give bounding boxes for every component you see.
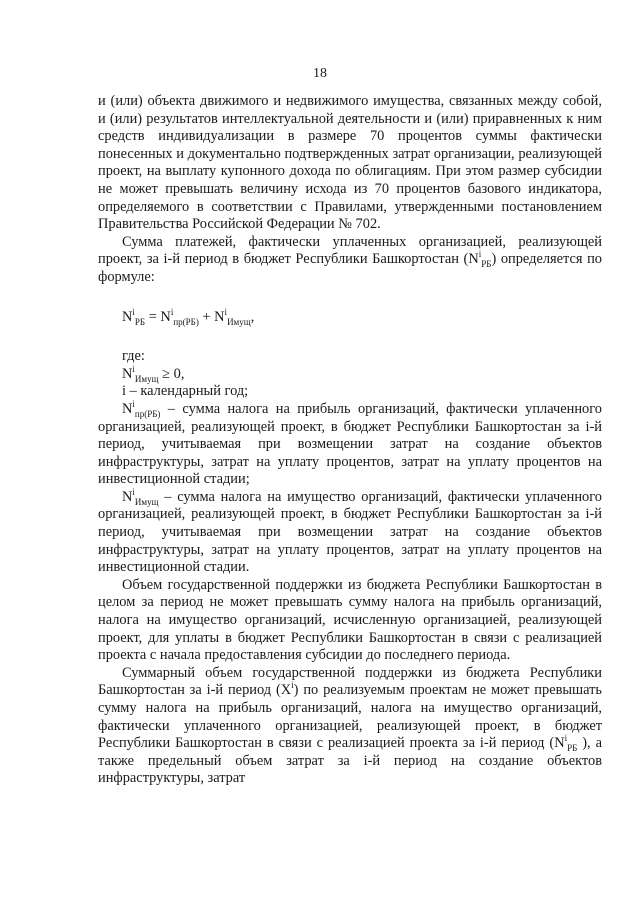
subscript: пр(РБ) bbox=[173, 316, 199, 327]
superscript: i bbox=[132, 399, 135, 410]
formula-symbol: N bbox=[122, 308, 133, 325]
i-definition: i – календарный год; bbox=[122, 383, 249, 400]
text: Сумма платежей, фактически уплаченных организацией, реализующей проект, за i-й период в бюджет Республики Башкортостан (N bbox=[98, 233, 602, 268]
formula-symbol: N bbox=[214, 308, 225, 325]
definition-text: – сумма налога на имущество организаций, фактически уплаченного организацией, реализующей проект, в бюджет Республики Башкортостан за i-й период, учитываемая при возмещении затрат на создание объектов инфраструктуры, затрат на уплату процентов, затрат на уплату процентов на инвестиционной стадии. bbox=[98, 488, 602, 576]
page-number: 18 bbox=[313, 66, 327, 81]
formula-operator: = bbox=[145, 308, 161, 325]
formula-symbol: N bbox=[122, 400, 133, 417]
superscript: i bbox=[224, 306, 228, 317]
condition-text: ≥ 0, bbox=[158, 365, 185, 382]
subscript: РБ bbox=[134, 316, 146, 327]
formula-symbol: N bbox=[122, 488, 133, 505]
superscript: i bbox=[478, 249, 482, 260]
formula-symbol: N bbox=[160, 308, 171, 325]
subscript: Имущ bbox=[134, 496, 159, 507]
text: Суммарный объем государственной поддержки из бюджета Республики Башкортостан за i-й период (X bbox=[98, 664, 602, 699]
definition-text: – сумма налога на прибыль организаций, фактически уплаченного организацией, реализующей проект, в бюджет Республики Башкортостан за i-й период, учитываемая при возмещении затрат на создание объектов инфраструктуры, затрат на уплату процентов, затрат на уплату процентов на инвестиционной стадии; bbox=[98, 400, 602, 488]
definition-property-tax bbox=[98, 489, 602, 577]
superscript: i bbox=[170, 306, 174, 317]
superscript: i bbox=[291, 680, 294, 691]
text: ) определяется по формуле: bbox=[98, 251, 602, 285]
superscript: i bbox=[564, 733, 568, 744]
superscript: i bbox=[132, 306, 135, 317]
formula-punctuation: , bbox=[250, 308, 255, 325]
where-label: где: bbox=[122, 348, 145, 365]
formula bbox=[122, 306, 602, 327]
superscript: i bbox=[132, 487, 135, 498]
condition-line bbox=[98, 363, 602, 384]
text: ), а также предельный объем затрат за i-й период на создание объектов инфраструктуры, затрат bbox=[98, 735, 602, 787]
document-body bbox=[98, 93, 602, 788]
definition-profit-tax bbox=[98, 401, 602, 489]
paragraph-support-volume: Объем государственной поддержки из бюджета Республики Башкортостан в целом за период не может превышать сумму налога на прибыль организаций, налога на имущество организаций, исчисленную организацией, реализующей проект, для уплаты в бюджет Республики Башкортостан в связи с реализацией проекта с начала предоставления субсидии до последнего периода. bbox=[98, 576, 602, 664]
paragraph-payments-sum bbox=[98, 234, 602, 287]
formula-operator: + bbox=[198, 308, 215, 325]
paragraph-total-support bbox=[98, 665, 602, 788]
subscript: РБ bbox=[567, 743, 578, 754]
subscript: Имущ bbox=[134, 373, 159, 384]
subscript: пр(РБ) bbox=[134, 408, 161, 419]
text: ) по реализуемым проектам не может превышать сумму налога на прибыль организаций, налога на имущество организаций, фактически уплаченного организацией, реализующей проект, в бюджет Республики Башкортостан в связи с реализацией проекта за i-й период (N bbox=[98, 682, 602, 752]
formula-symbol: N bbox=[122, 365, 133, 382]
paragraph-subsidy-continuation: и (или) объекта движимого и недвижимого имущества, связанных между собой, и (или) результатов интеллектуальной деятельности и (или) приравненных к ним средств индивидуализации в размере 70 процентов суммы фактически понесенных и документально подтвержденных затрат организации, реализующей проект, на выплату купонного дохода по облигациям. При этом размер субсидии не может превышать величину исхода из 70 процентов базового индикатора, определяемого в соответствии с Правилами, утвержденными постановлением Правительства Российской Федерации № 702. bbox=[98, 93, 602, 233]
subscript: Имущ bbox=[227, 316, 251, 327]
superscript: i bbox=[132, 363, 135, 374]
subscript: РБ bbox=[481, 259, 492, 270]
